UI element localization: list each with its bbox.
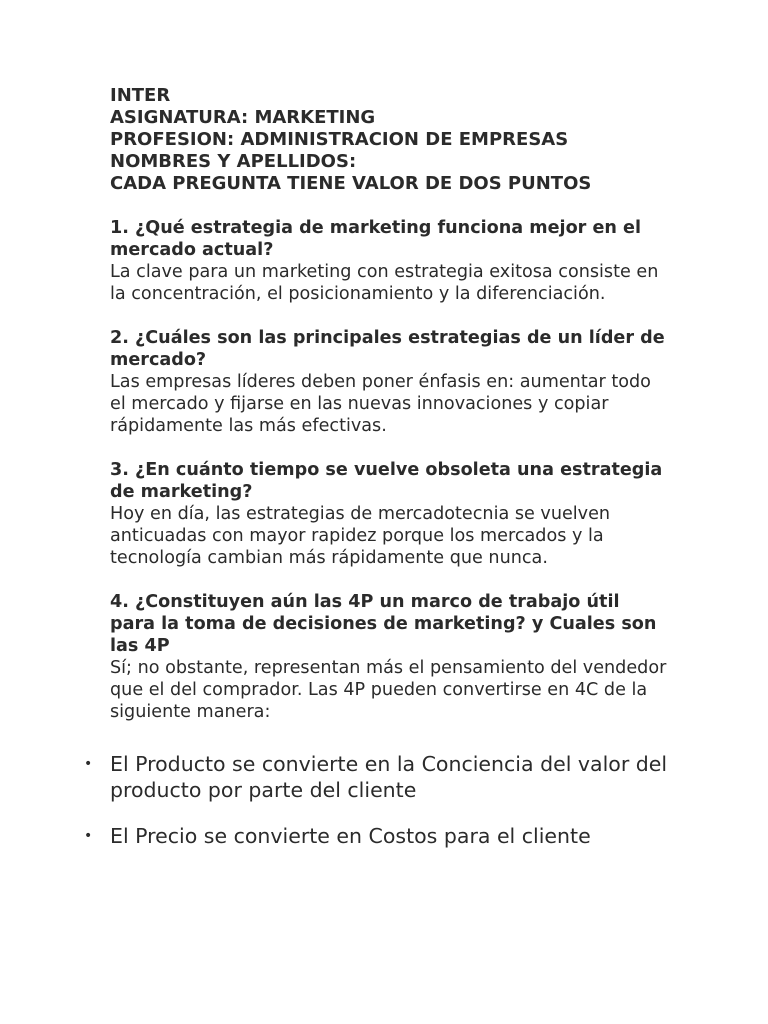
header-line-nombres: NOMBRES Y APELLIDOS:	[110, 151, 357, 172]
question-block-4	[110, 591, 670, 723]
answer-4: Sí; no obstante, representan más el pensamiento del vendedor que el del comprador. Las 4P pueden convertirse en 4C de la siguiente manera:	[110, 658, 667, 722]
question-3: 3. ¿En cuánto tiempo se vuelve obsoleta una estrategia de marketing?	[110, 460, 663, 502]
question-block-2	[110, 327, 670, 437]
bullet-dot-icon: •	[84, 828, 93, 844]
answer-1: La clave para un marketing con estrategia exitosa consiste en la concentración, el posicionamiento y la diferenciación.	[110, 262, 659, 304]
header-line-asignatura: ASIGNATURA: MARKETING	[110, 107, 376, 128]
question-2: 2. ¿Cuáles son las principales estrategias de un líder de mercado?	[110, 328, 665, 370]
list-item	[84, 751, 670, 803]
header-line-valor: CADA PREGUNTA TIENE VALOR DE DOS PUNTOS	[110, 173, 592, 194]
bullet-list	[84, 751, 670, 849]
document-header	[110, 85, 670, 195]
answer-3: Hoy en día, las estrategias de mercadotecnia se vuelven anticuadas con mayor rapidez porque los mercados y la tecnología cambian más rápidamente que nunca.	[110, 504, 611, 568]
question-4: 4. ¿Constituyen aún las 4P un marco de trabajo útil para la toma de decisiones de marketing? y Cuales son las 4P	[110, 592, 657, 656]
header-line-profesion: PROFESION: ADMINISTRACION DE EMPRESAS	[110, 129, 569, 150]
question-1: 1. ¿Qué estrategia de marketing funciona mejor en el mercado actual?	[110, 218, 642, 260]
answer-2: Las empresas líderes deben poner énfasis en: aumentar todo el mercado y fijarse en las nuevas innovaciones y copiar rápidamente las más efectivas.	[110, 372, 651, 436]
list-item	[84, 823, 670, 849]
list-item-text: El Producto se convierte en la Conciencia del valor del producto por parte del cliente	[110, 752, 668, 802]
list-item-text: El Precio se convierte en Costos para el cliente	[110, 824, 591, 848]
question-block-3	[110, 459, 670, 569]
header-line-inter: INTER	[110, 85, 171, 106]
bullet-dot-icon: •	[84, 756, 93, 772]
document-content	[84, 85, 670, 869]
question-block-1	[110, 217, 670, 305]
